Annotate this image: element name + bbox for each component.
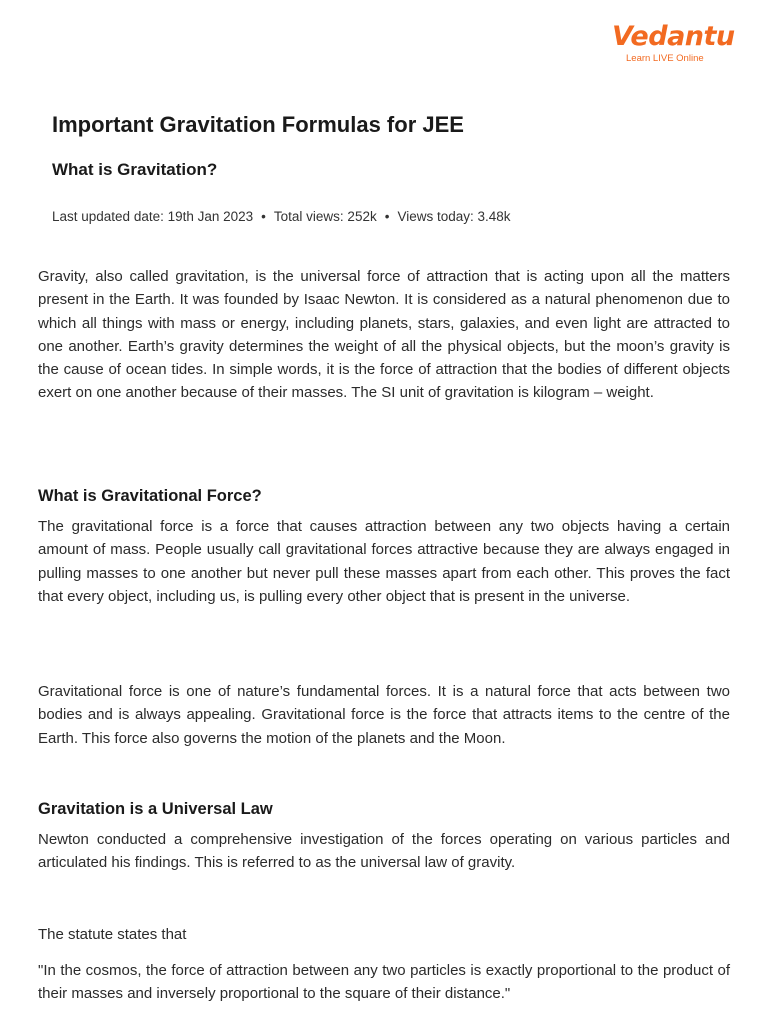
page-title: Important Gravitation Formulas for JEE (52, 112, 464, 137)
logo-wordmark: Vedantu (612, 21, 735, 52)
page-subtitle: What is Gravitation? (52, 160, 218, 179)
gravitational-force-paragraph-2: Gravitational force is one of nature’s fundamental forces. It is a natural force that acts between two bodies and is always appealing. Gravitational force is the force that attracts items to the centre of the Earth. This force also governs the motion of the planets and the Moon. (38, 683, 730, 747)
article-meta (52, 209, 511, 224)
intro-paragraph: Gravity, also called gravitation, is the universal force of attraction that is acting upon all the matters present in the Earth. It was founded by Isaac Newton. It is considered as a natural phenomenon due to which all things with mass or energy, including planets, stars, galaxies, and even light are attracted to one another. Earth’s gravity determines the weight of all the physical objects, but the moon’s gravity is the cause of ocean tides. In simple words, it is the force of attraction that the bodies of different objects exert on one another because of their masses. The SI unit of gravitation is kilogram – weight. (38, 268, 730, 402)
statute-intro: The statute states that (38, 926, 187, 943)
views-today: Views today: 3.48k (397, 209, 511, 224)
logo-tagline: Learn LIVE Online (626, 53, 704, 64)
universal-law-paragraph: Newton conducted a comprehensive investigation of the forces operating on various particles and articulated his findings. This is referred to as the universal law of gravity. (38, 831, 730, 872)
gravitational-force-paragraph-1: The gravitational force is a force that causes attraction between any two objects having a certain amount of mass. People usually call gravitational forces attractive because they are always engaged in pulling masses to one another but never pull these masses apart from each other. This proves the fact that every object, including us, is pulling every other object that is present in the universe. (38, 518, 730, 605)
last-updated: Last updated date: 19th Jan 2023 (52, 209, 254, 224)
statute-quote: "In the cosmos, the force of attraction between any two particles is exactly proportional to the product of their masses and inversely proportional to the square of their distance." (38, 962, 730, 1003)
universal-law-heading: Gravitation is a Universal Law (38, 800, 273, 818)
gravitational-force-heading: What is Gravitational Force? (38, 487, 262, 505)
vedantu-logo[interactable] (612, 21, 735, 64)
meta-separator: • (261, 209, 266, 224)
meta-separator: • (384, 209, 390, 224)
total-views: Total views: 252k (273, 209, 377, 224)
